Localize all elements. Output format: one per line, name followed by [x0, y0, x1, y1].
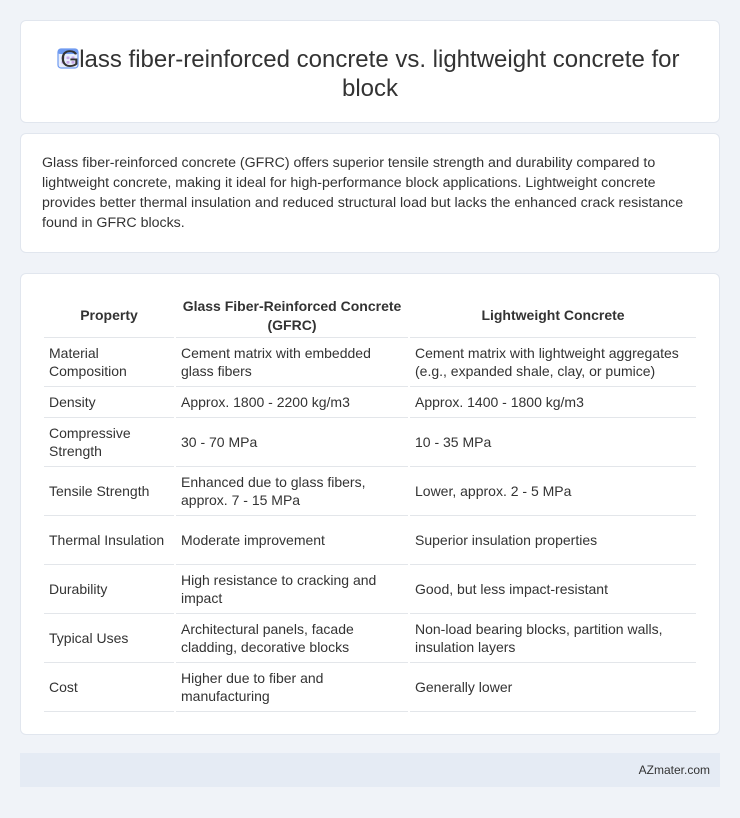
- gfrc-cell: Enhanced due to glass fibers, approx. 7 - 15 MPa: [176, 467, 408, 516]
- property-cell: Typical Uses: [44, 614, 174, 663]
- lightweight-cell: Non-load bearing blocks, partition walls, insulation layers: [410, 614, 696, 663]
- gfrc-cell: Moderate improvement: [176, 516, 408, 565]
- table-header-row: [44, 294, 696, 338]
- page-title: Glass fiber-reinforced concrete vs. lightweight concrete for block: [60, 46, 680, 102]
- table-row: [44, 418, 696, 467]
- lightweight-cell: Cement matrix with lightweight aggregates (e.g., expanded shale, clay, or pumice): [410, 338, 696, 387]
- property-cell: Tensile Strength: [44, 467, 174, 516]
- gfrc-cell: High resistance to cracking and impact: [176, 565, 408, 614]
- gfrc-cell: Higher due to fiber and manufacturing: [176, 663, 408, 712]
- footer-brand: AZmater.com: [638, 763, 710, 777]
- property-cell: Density: [44, 387, 174, 418]
- table-row: [44, 614, 696, 663]
- property-cell: Thermal Insulation: [44, 516, 174, 565]
- property-cell: Cost: [44, 663, 174, 712]
- title-card: [20, 20, 720, 123]
- intro-card: [20, 133, 720, 253]
- footer: [20, 753, 720, 787]
- gfrc-cell: Approx. 1800 - 2200 kg/m3: [176, 387, 408, 418]
- intro-paragraph: Glass fiber-reinforced concrete (GFRC) offers superior tensile strength and durability compared to lightweight concrete, making it ideal for high-performance block applications. Lightweight concrete provides better thermal insulation and reduced structural load but lacks the enhanced crack resistance found in GFRC blocks.: [42, 155, 684, 231]
- lightweight-cell: Generally lower: [410, 663, 696, 712]
- table-row: [44, 338, 696, 387]
- gfrc-cell: Cement matrix with embedded glass fibers: [176, 338, 408, 387]
- property-cell: Durability: [44, 565, 174, 614]
- column-header-gfrc: Glass Fiber-Reinforced Concrete (GFRC): [176, 294, 408, 338]
- lightweight-cell: Good, but less impact-resistant: [410, 565, 696, 614]
- table-row: [44, 565, 696, 614]
- lightweight-cell: Superior insulation properties: [410, 516, 696, 565]
- comparison-card: [20, 273, 720, 735]
- gfrc-cell: 30 - 70 MPa: [176, 418, 408, 467]
- column-header-property: Property: [44, 294, 174, 338]
- table-row: [44, 663, 696, 712]
- comparison-table: [42, 294, 698, 712]
- table-row: [44, 467, 696, 516]
- table-row: [44, 516, 696, 565]
- lightweight-cell: Lower, approx. 2 - 5 MPa: [410, 467, 696, 516]
- lightweight-cell: 10 - 35 MPa: [410, 418, 696, 467]
- property-cell: Material Composition: [44, 338, 174, 387]
- column-header-lightweight: Lightweight Concrete: [410, 294, 696, 338]
- table-row: [44, 387, 696, 418]
- lightweight-cell: Approx. 1400 - 1800 kg/m3: [410, 387, 696, 418]
- property-cell: Compressive Strength: [44, 418, 174, 467]
- gfrc-cell: Architectural panels, facade cladding, decorative blocks: [176, 614, 408, 663]
